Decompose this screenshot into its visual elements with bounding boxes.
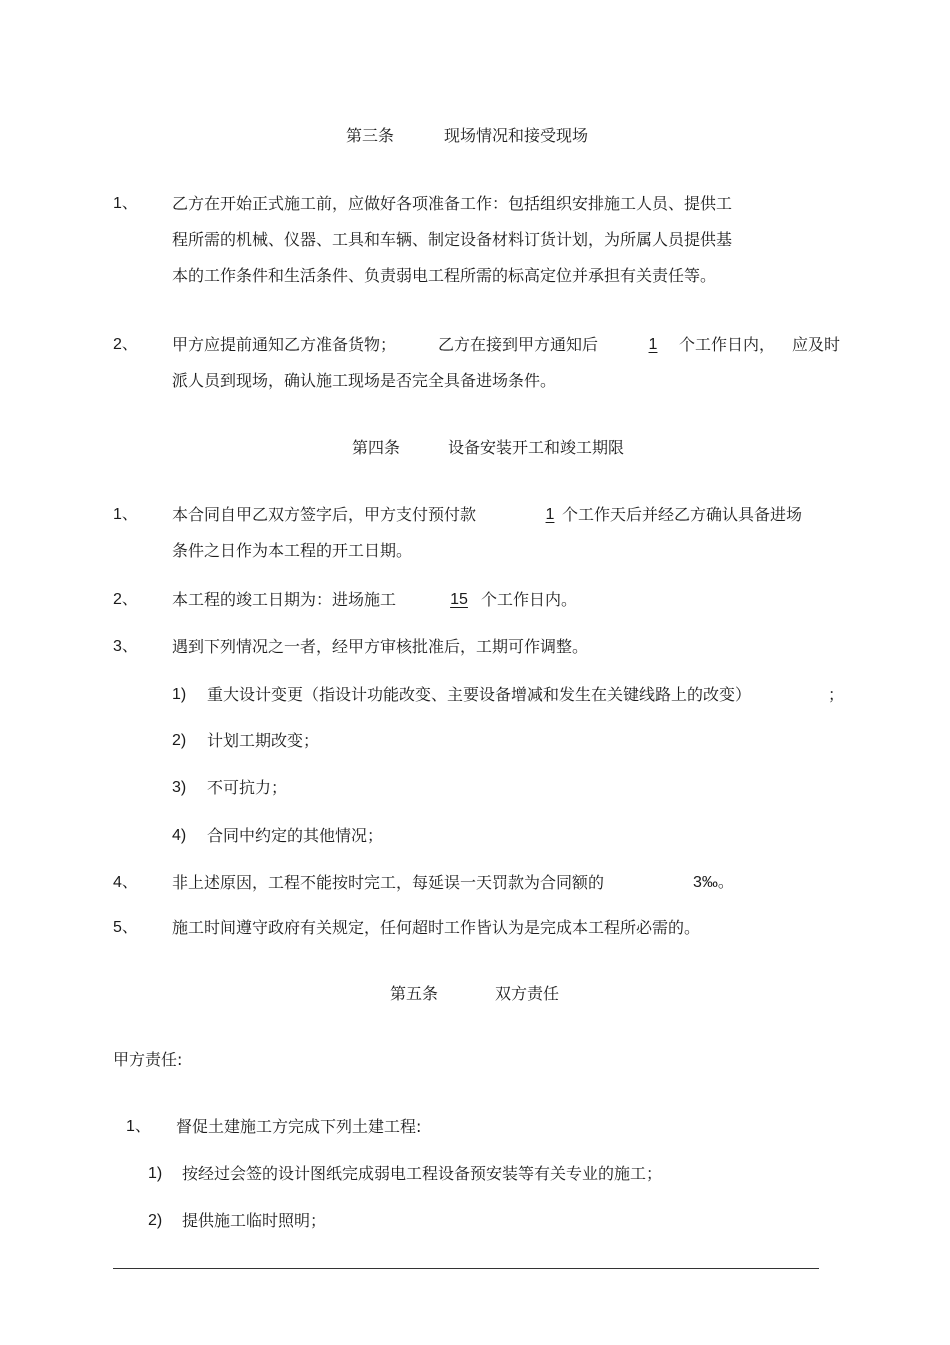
section5-item1-sub1-text: 按经过会签的设计图纸完成弱电工程设备预安装等有关专业的施工； <box>182 1164 663 1183</box>
section5-item1-sub2-text: 提供施工临时照明； <box>182 1211 327 1230</box>
section5-title-text: 双方责任 <box>495 984 560 1003</box>
section4-item3-sub3-number: 3) <box>172 779 187 796</box>
section4-item1-line2: 条件之日作为本工程的开工日期。 <box>172 541 413 560</box>
section5-item1-text: 督促土建施工方完成下列土建工程: <box>176 1117 422 1136</box>
section4-item3-sub1-tail: ； <box>828 685 845 704</box>
section4-item3-sub4-number: 4) <box>172 827 187 844</box>
section4-item5-number: 5、 <box>113 919 138 936</box>
section3-item2-text-c: 个工作日内， <box>679 335 776 354</box>
section5-item1-sub1-number: 1) <box>148 1165 163 1182</box>
section4-item3-sub4-text: 合同中约定的其他情况； <box>207 826 384 845</box>
section5-title-number: 第五条 <box>390 984 439 1003</box>
section4-item2-number: 2、 <box>113 591 138 608</box>
section3-item2-text-a: 甲方应提前通知乙方准备货物； <box>172 335 397 354</box>
section3-item2-blank-days: 1 <box>648 336 658 353</box>
section3-item2-text-b: 乙方在接到甲方通知后 <box>438 335 599 354</box>
section4-title-number: 第四条 <box>352 438 401 457</box>
section4-item1-number: 1、 <box>113 506 138 523</box>
section3-title-number: 第三条 <box>346 126 395 145</box>
section4-item3-sub2-text: 计划工期改变； <box>207 731 320 750</box>
section4-item3-number: 3、 <box>113 638 138 655</box>
section4-item3-text: 遇到下列情况之一者，经甲方审核批准后，工期可作调整。 <box>172 637 589 656</box>
footer-divider <box>113 1268 819 1269</box>
section4-item3-sub3-text: 不可抗力； <box>207 778 288 797</box>
section4-item4-number: 4、 <box>113 874 138 891</box>
section4-item2-text-a: 本工程的竣工日期为：进场施工 <box>172 590 397 609</box>
section4-item5-text: 施工时间遵守政府有关规定，任何超时工作皆认为是完成本工程所必需的。 <box>172 918 701 937</box>
section5-item1-sub2-number: 2) <box>148 1212 163 1229</box>
section3-item1-line3: 本的工作条件和生活条件、负责弱电工程所需的标高定位并承担有关责任等。 <box>172 266 717 285</box>
section4-item4-rate: 3‰。 <box>693 874 734 891</box>
section3-title-text: 现场情况和接受现场 <box>444 126 589 145</box>
section4-item2-blank-days: 15 <box>450 591 468 608</box>
section3-item1-line1: 乙方在开始正式施工前，应做好各项准备工作：包括组织安排施工人员、提供工 <box>172 194 733 213</box>
section3-item2-text-d: 应及时 <box>792 335 841 354</box>
section4-item1-text-a: 本合同自甲乙双方签字后，甲方支付预付款 <box>172 505 477 524</box>
section4-item1-blank-days: 1 <box>545 506 555 523</box>
section3-item1-number: 1、 <box>113 195 138 212</box>
section4-item3-sub2-number: 2) <box>172 732 187 749</box>
section3-item1-line2: 程所需的机械、仪器、工具和车辆、制定设备材料订货计划，为所属人员提供基 <box>172 230 733 249</box>
section4-item3-sub1-text: 重大设计变更（指设计功能改变、主要设备增减和发生在关键线路上的改变） <box>207 685 752 704</box>
section4-item4-text: 非上述原因，工程不能按时完工，每延误一天罚款为合同额的 <box>172 873 605 892</box>
section4-item2-text-b: 个工作日内。 <box>481 590 578 609</box>
section4-item3-sub1-number: 1) <box>172 686 187 703</box>
section3-item2-number: 2、 <box>113 336 138 353</box>
section4-item1-text-b: 个工作天后并经乙方确认具备进场 <box>562 505 803 524</box>
section3-item2-line2: 派人员到现场，确认施工现场是否完全具备进场条件。 <box>172 371 557 390</box>
section4-title-text: 设备安装开工和竣工期限 <box>448 438 625 457</box>
party-a-responsibility-label: 甲方责任: <box>113 1050 183 1069</box>
section5-item1-number: 1、 <box>126 1118 151 1135</box>
